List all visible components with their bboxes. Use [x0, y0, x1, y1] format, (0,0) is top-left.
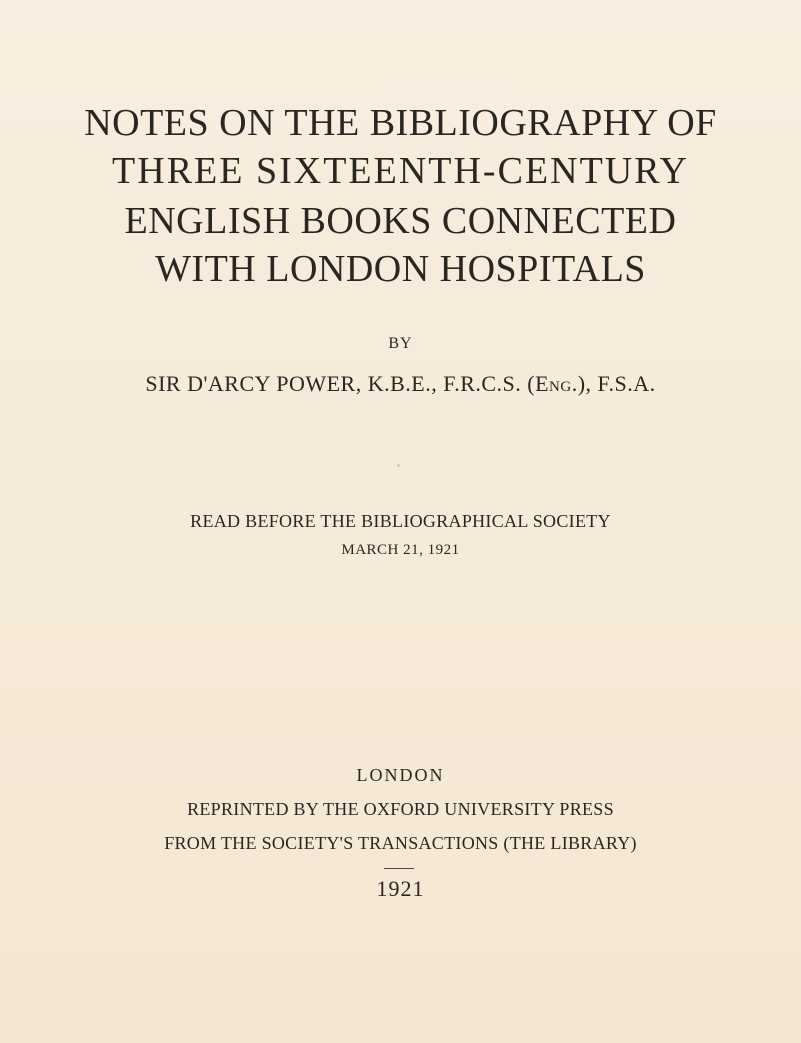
title-line-2: THREE SIXTEENTH-CENTURY [112, 150, 689, 192]
read-before-line: READ BEFORE THE BIBLIOGRAPHICAL SOCIETY [190, 511, 611, 531]
author-line [0, 373, 801, 395]
author-name-prefix: SIR D'ARCY POWER, K.B.E., F.R.C.S. ( [145, 371, 536, 396]
title-line-3: ENGLISH BOOKS CONNECTED [124, 200, 677, 242]
by-label: BY [388, 335, 413, 352]
imprint-reprint-line-2: FROM THE SOCIETY'S TRANSACTIONS (THE LIBRARY) [164, 833, 637, 853]
imprint-reprint-line-1: REPRINTED BY THE OXFORD UNIVERSITY PRESS [187, 799, 614, 819]
reading-date: MARCH 21, 1921 [341, 542, 460, 558]
title-line-1: NOTES ON THE BIBLIOGRAPHY OF [84, 102, 717, 144]
paper-speck [397, 464, 400, 467]
author-name-suffix: ), F.S.A. [577, 371, 656, 396]
short-rule [384, 868, 414, 869]
imprint-year: 1921 [376, 876, 425, 901]
title-line-4: WITH LONDON HOSPITALS [155, 248, 646, 290]
author-eng: Eng. [535, 371, 578, 396]
imprint-place: LONDON [356, 765, 445, 785]
